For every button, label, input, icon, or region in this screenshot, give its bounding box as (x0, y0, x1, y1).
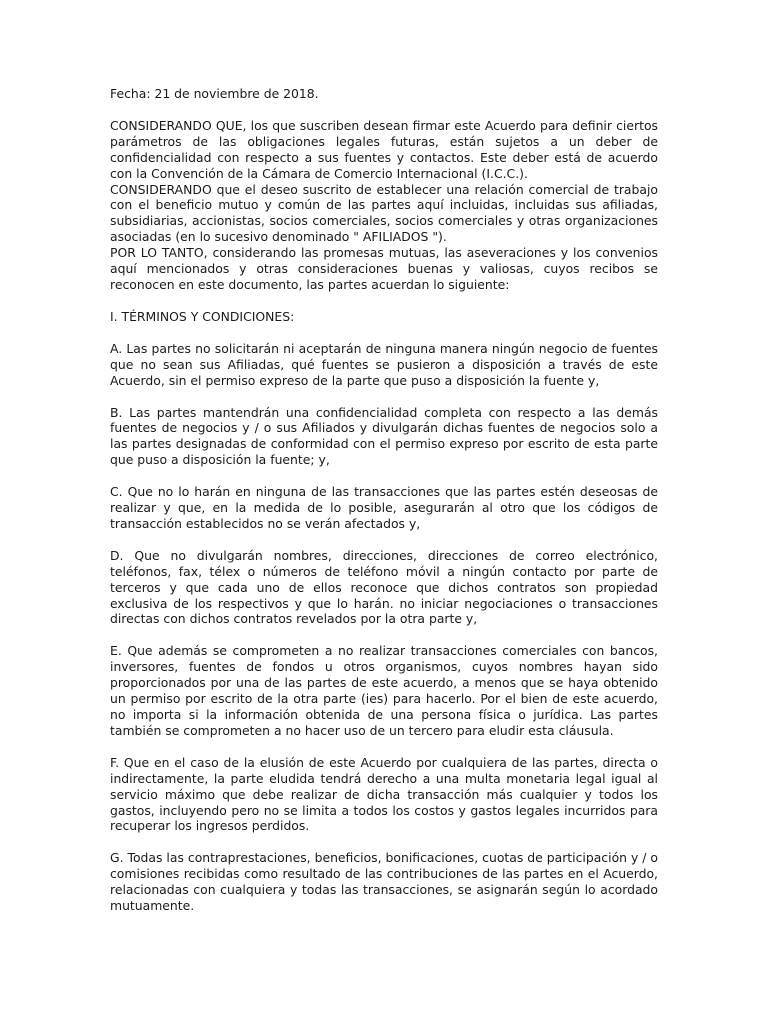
clause-g: G. Todas las contraprestaciones, beneficios, bonificaciones, cuotas de participación y / o comisiones recibidas como resultado de las contribuciones de las partes en el Acuerdo, relacionadas con cualquiera y todas las transacciones, se asignarán según lo acordado mutuamente. (110, 850, 658, 914)
clause-e: E. Que además se comprometen a no realizar transacciones comerciales con bancos, inversores, fuentes de fondos u otros organismos, cuyos nombres hayan sido proporcionados por una de las partes de este acuerdo, a menos que se haya obtenido un permiso por escrito de la otra parte (ies) para hacerlo. Por el bien de este acuerdo, no importa si la información obtenida de una persona física o jurídica. Las partes también se comprometen a no hacer uso de un tercero para eludir esta cláusula. (110, 643, 658, 738)
clause-a: A. Las partes no solicitarán ni aceptarán de ninguna manera ningún negocio de fuentes que no sean sus Afiliadas, qué fuentes se pusieron a disposición a través de este Acuerdo, sin el permiso expreso de la parte que puso a disposición la fuente y, (110, 340, 658, 388)
por-lo-tanto-paragraph: POR LO TANTO, considerando las promesas mutuas, las aseveraciones y los convenios aquí mencionados y otras consideraciones buenas y valiosas, cuyos recibos se reconocen en este documento, las partes acuerdan lo siguiente: (110, 245, 658, 292)
clause-c: C. Que no lo harán en ninguna de las transacciones que las partes estén deseosas de realizar y que, en la medida de lo posible, asegurarán al otro que los códigos de transacción establecidos no se verán afectados y, (110, 484, 658, 531)
date-line: Fecha: 21 de noviembre de 2018. (110, 86, 319, 101)
clause-b: B. Las partes mantendrán una confidencialidad completa con respecto a las demás fuentes de negocios y / o sus Afiliados y divulgarán dichas fuentes de negocios solo a las partes designadas de conformidad con el permiso expreso por escrito de esta parte que puso a disposición la fuente; y, (110, 404, 658, 468)
clause-d: D. Que no divulgarán nombres, direcciones, direcciones de correo electrónico, teléfonos, fax, télex o números de teléfono móvil a ningún contacto por parte de terceros y que cada uno de ellos reconoce que dichos contratos son propiedad exclusiva de los respectivos y que lo harán. no iniciar negociaciones o transacciones directas con dichos contratos revelados por la otra parte y, (110, 547, 658, 627)
document-page (110, 86, 658, 914)
considerando-paragraph-2: CONSIDERANDO que el deseo suscrito de establecer una relación comercial de trabajo con el beneficio mutuo y común de las partes aquí incluidas, incluidas sus afiliadas, subsidiarias, accionistas, socios comerciales, socios comerciales y otras organizaciones asociadas (en lo sucesivo denominado " AFILIADOS "). (110, 181, 658, 245)
section-heading: I. TÉRMINOS Y CONDICIONES: (110, 308, 295, 324)
clause-f: F. Que en el caso de la elusión de este Acuerdo por cualquiera de las partes, directa o indirectamente, la parte eludida tendrá derecho a una multa monetaria legal igual al servicio máximo que debe realizar de dicha transacción más cualquier y todos los gastos, incluyendo pero no se limita a todos los costos y gastos legales incurridos para recuperar los ingresos perdidos. (110, 754, 658, 834)
considerando-paragraph-1: CONSIDERANDO QUE, los que suscriben desean firmar este Acuerdo para definir ciertos parámetros de las obligaciones legales futuras, están sujetos a un deber de confidencialidad con respecto a sus fuentes y contactos. Este deber está de acuerdo con la Convención de la Cámara de Comercio Internacional (I.C.C.). (110, 117, 658, 181)
